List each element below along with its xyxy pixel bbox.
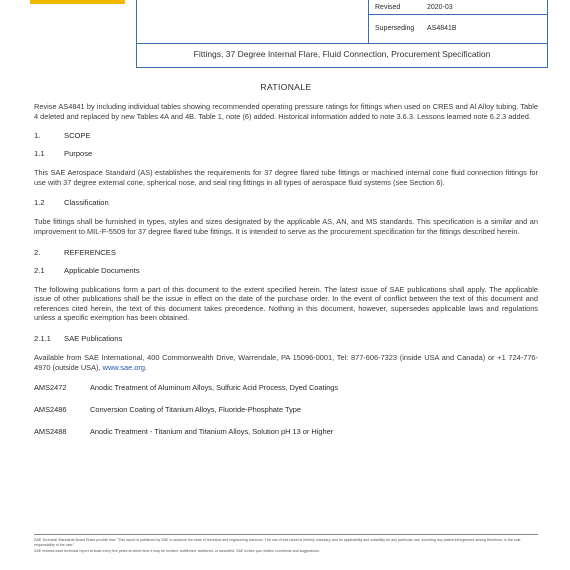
section-title: SAE Publications <box>64 333 123 343</box>
revised-value: 2020-03 <box>427 4 453 11</box>
reference-title: Conversion Coating of Titanium Alloys, Fluoride-Phosphate Type <box>90 405 302 415</box>
reference-row <box>34 427 538 437</box>
sae-website-link[interactable]: www.sae.org <box>102 362 145 372</box>
section-title: REFERENCES <box>64 247 116 257</box>
footnote <box>34 534 538 553</box>
superseding-row <box>369 22 547 36</box>
footnote-line: SAE reviews each technical report at least every five years at which time it may be revised, reaffirmed, stabilized, or cancelled. SAE invites your written comments and suggestions. <box>34 548 320 553</box>
reference-title: Anodic Treatment - Titanium and Titanium Alloys, Solution pH 13 or Higher <box>90 427 334 437</box>
section-number: 1.2 <box>34 198 45 208</box>
document-title: Fittings, 37 Degree Internal Flare, Fluid Connection, Procurement Specification <box>193 49 491 59</box>
section-title: Purpose <box>64 149 93 159</box>
section-number: 2.1.1 <box>34 333 51 343</box>
section-number: 2. <box>34 247 41 257</box>
section-purpose <box>34 149 538 159</box>
section-title: Applicable Documents <box>64 265 140 275</box>
reference-row <box>34 383 538 393</box>
header-top-row <box>137 0 547 44</box>
section-number: 2.1 <box>34 265 45 275</box>
section-classification <box>34 198 538 208</box>
classification-text: Tube fittings shall be furnished in types, styles and sizes designated by the applicable AS, AN, and MS standards. This specification is a similar and an improvement to MIL-F-5509 for 37 degree flared tube fittings. It is intended to serve as the procurement specification for the fittings described herein. <box>34 217 538 236</box>
superseding-value: AS4841B <box>427 25 457 32</box>
purpose-text: This SAE Aerospace Standard (AS) establishes the requirements for 37 degree flared tube fittings or machined internal cone fluid connection fittings for use with 37 degree external cone, spherical nose, and seal ring fittings in all types of aerospace fluid systems (see Section 6). <box>34 168 538 187</box>
reference-code: AMS2472 <box>34 383 67 393</box>
sae-publications-text <box>34 353 538 372</box>
superseding-label: Superseding <box>375 25 415 32</box>
section-number: 1. <box>34 131 41 141</box>
applicable-documents-text: The following publications form a part of this document to the extent specified herein. The latest issue of SAE publications shall apply. The applicable issue of other publications shall be the issue in effect on the date of the purchase order. In the event of conflict between the text of this document and references cited herein, the text of this document takes precedence. Nothing in this document, however, supersedes applicable laws and regulations unless a specific exemption has been obtained. <box>34 284 538 323</box>
revised-label: Revised <box>375 4 401 11</box>
sae-logo-strip <box>30 0 125 4</box>
section-sae-publications <box>34 334 538 344</box>
section-title: SCOPE <box>64 131 91 141</box>
revised-row <box>369 1 547 15</box>
sae-address-end: . <box>144 362 147 372</box>
reference-row <box>34 405 538 415</box>
rationale-heading: RATIONALE <box>260 82 312 92</box>
footnote-line: SAE Technical Standards Board Rules provide that: "This report is published by SAE to advance the state of technical and engineering sciences. The use of this report is entirely voluntary, and its applicability and suitability for any particular use, including any patent infringement arising therefrom, is the sole responsibility of the user." <box>34 538 521 547</box>
reference-code: AMS2486 <box>34 405 67 415</box>
section-title: Classification <box>64 198 109 208</box>
document-header <box>136 0 548 68</box>
section-number: 1.1 <box>34 149 45 159</box>
sae-address-text: Available from SAE International, 400 Commonwealth Drive, Warrendale, PA 15096-0001, Tel: 877-606-7323 (inside USA and Canada) or +1 724-776-4970 (outside USA), <box>34 352 538 372</box>
section-applicable-documents <box>34 266 538 276</box>
reference-title: Anodic Treatment of Aluminum Alloys, Sulfuric Acid Process, Dyed Coatings <box>90 383 339 393</box>
revision-info <box>368 0 547 44</box>
rationale-text: Revise AS4841 by including individual tables showing recommended operating pressure ratings for fittings when used on CRES and Al Alloy tubing. Table 4 deleted and replaced by new Tables 4A and 4B. Table 1, note (6) added. Historical information added to note 3.6.3. Lessons learned note 6.2.3 added. <box>34 102 538 121</box>
section-references <box>34 248 538 258</box>
reference-code: AMS2488 <box>34 427 67 437</box>
section-scope <box>34 131 538 141</box>
document-body <box>34 78 538 437</box>
